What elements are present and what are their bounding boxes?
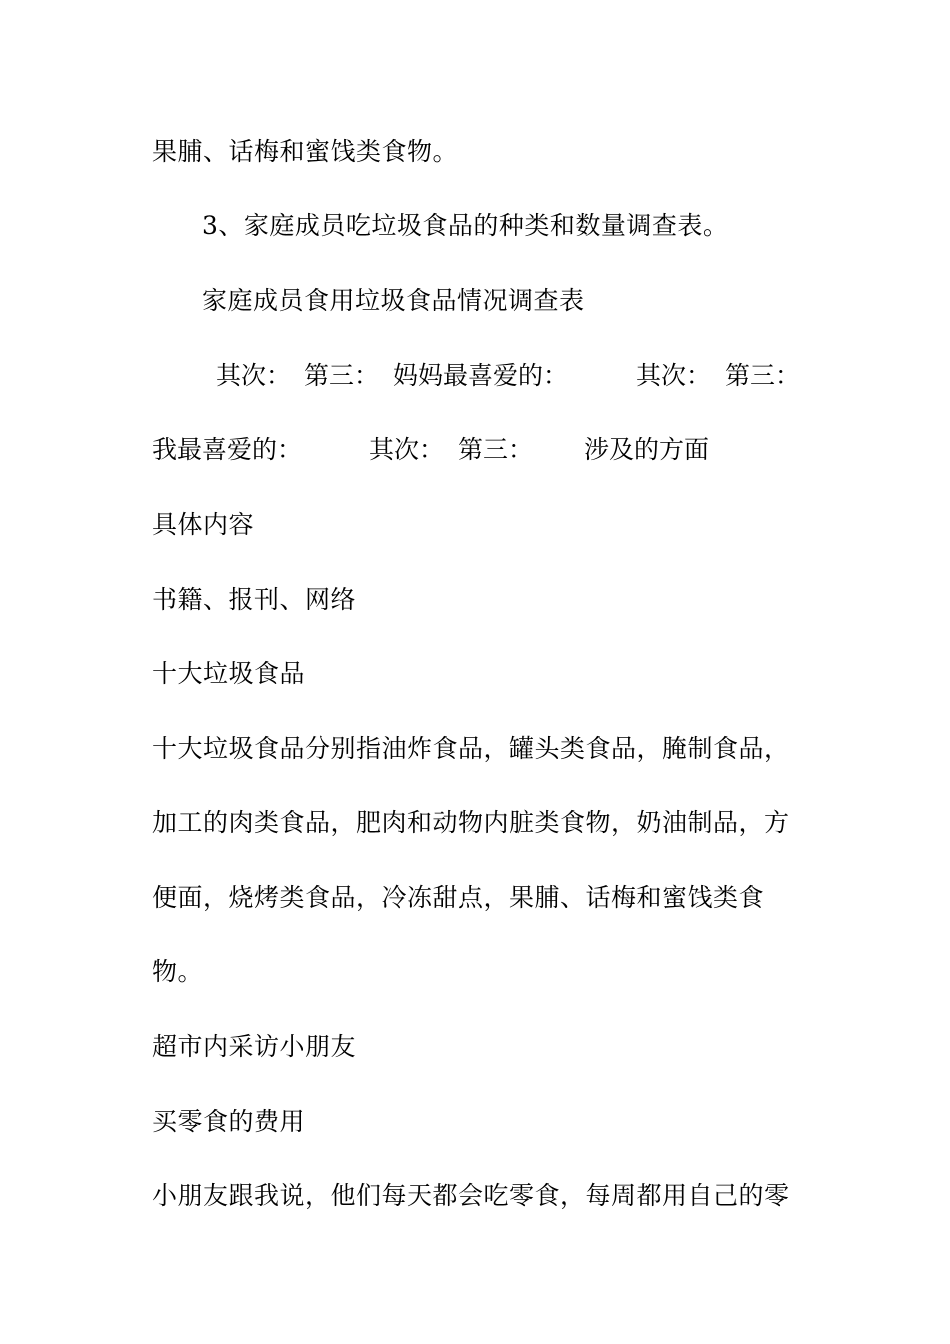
text-line: 小朋友跟我说，他们每天都会吃零食，每周都用自己的零 (152, 1181, 790, 1210)
table-cell: 其次： (369, 435, 445, 464)
text-line: 超市内采访小朋友 (152, 1032, 357, 1061)
text-line: 加工的肉类食品，肥肉和动物内脏类食物，奶油制品，方 (152, 808, 790, 837)
table-cell: 妈妈最喜爱的： (393, 361, 569, 390)
text-line: 买零食的费用 (152, 1107, 306, 1136)
text-line: 书籍、报刊、网络 (152, 585, 357, 614)
table-cell: 第三： (725, 361, 801, 390)
table-cell: 第三： (304, 361, 380, 390)
table-cell: 其次： (216, 361, 292, 390)
text-line: 便面，烧烤类食品，冷冻甜点，果脯、话梅和蜜饯类食 (152, 883, 765, 912)
table-cell: 第三： (458, 435, 534, 464)
text-line: 具体内容 (152, 510, 255, 539)
table-title: 家庭成员食用垃圾食品情况调查表 (202, 286, 585, 315)
table-cell: 涉及的方面 (584, 435, 710, 464)
text-line: 十大垃圾食品分别指油炸食品，罐头类食品，腌制食品， (152, 734, 790, 763)
section-heading: 3、家庭成员吃垃圾食品的种类和数量调查表。 (202, 211, 729, 240)
text-line: 果脯、话梅和蜜饯类食物。 (152, 137, 459, 166)
table-cell: 其次： (636, 361, 712, 390)
text-line: 物。 (152, 957, 204, 986)
text-line: 十大垃圾食品 (152, 659, 306, 688)
table-cell: 我最喜爱的： (152, 435, 303, 464)
